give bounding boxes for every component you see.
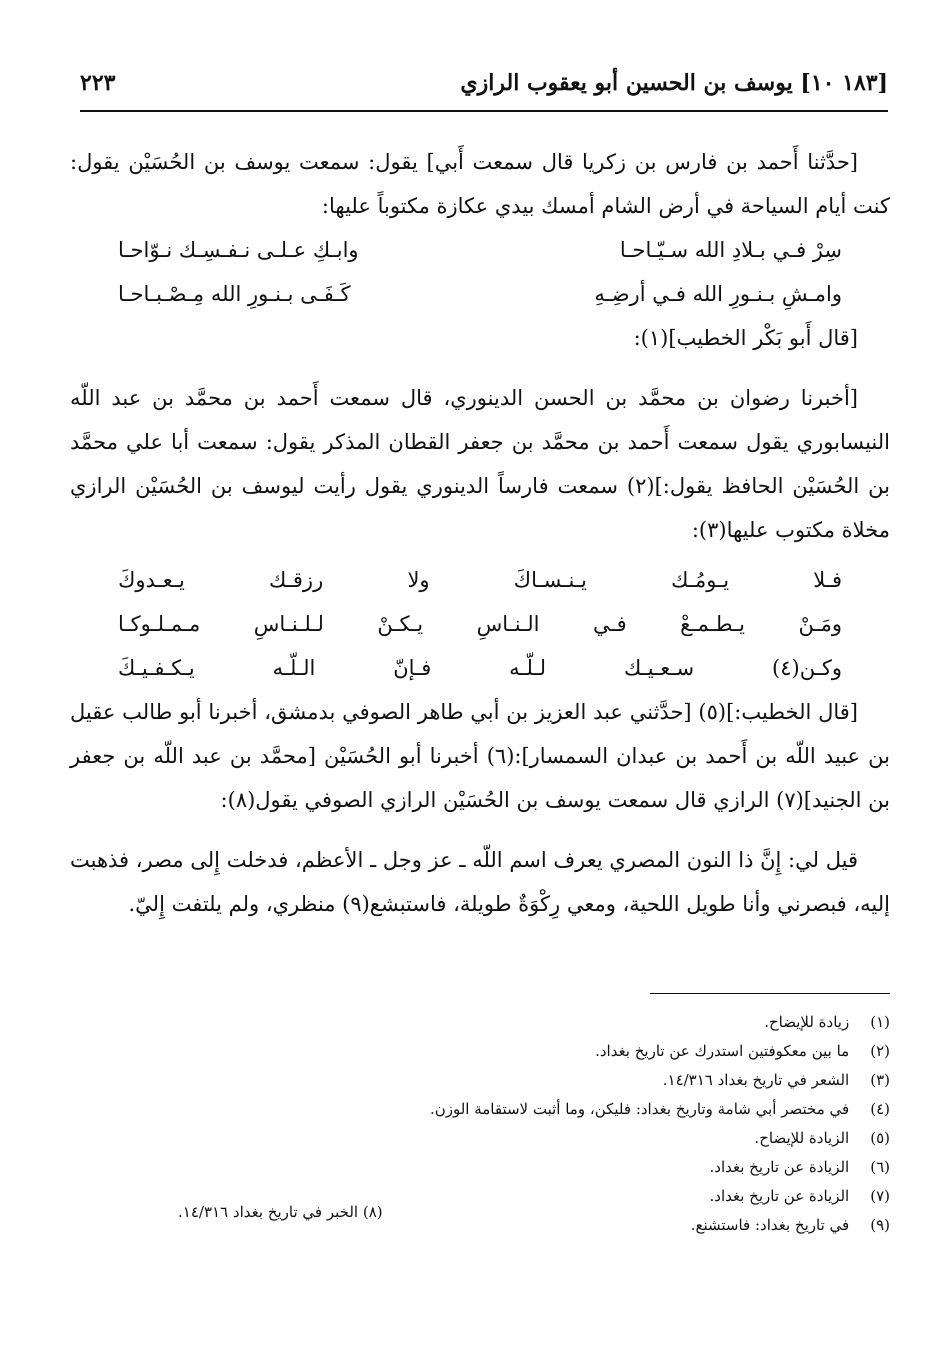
paragraph-1: [حدَّثنا أَحمد بن فارس بن زكريا قال سمعت أَبي] يقول: سمعت يوسف بن الحُسَيْن يقول: كنت أيام السياحة في أرض الشام أمسك بيدي عكازة مكتوباً عليها: <box>70 150 890 218</box>
page-number: ٢٢٣ <box>80 70 116 96</box>
footnote <box>70 1124 890 1153</box>
verse-hemistich: وابـكِ عـلـى نـفـسِـك نـوّاحـا <box>118 238 359 262</box>
page-header <box>80 70 888 112</box>
verse-line <box>70 602 890 646</box>
footnote-text: الزيادة للإيضاح. <box>754 1129 850 1147</box>
footnote-8 <box>178 1203 383 1221</box>
verse-word: الـلّـه <box>272 656 316 680</box>
verse-word: الـنـاسِ <box>476 612 540 636</box>
running-title: [١٨٣ ١٠] يوسف بن الحسين أبو يعقوب الرازي <box>460 70 888 96</box>
verse-word: سـعـيـك <box>623 656 695 680</box>
footnote-text: الزيادة عن تاريخ بغداد. <box>709 1187 850 1205</box>
paragraph-1-end: [قال أَبو بَكْر الخطيب](١): <box>633 326 858 350</box>
verse-word: يـومُـك <box>671 568 730 592</box>
paragraph-2: [أخبرنا رضوان بن محمَّد بن الحسن الدينوري، قال سمعت أَحمد بن محمَّد بن عبد اللّه النيسابوري يقول سمعت أَحمد بن محمَّد بن جعفر القطان المذكر يقول: سمعت أبا علي محمَّد بن الحُسَيْن الحافظ يقول:](٢) سمعت فارساً الدينوري يقول رأيت ليوسف بن الحُسَيْن الرازي مخلاة مكتوب عليها(٣): <box>70 386 890 542</box>
verse-word: ومَـنْ <box>798 612 842 636</box>
footnote-number: (٥) <box>870 1129 890 1147</box>
verse-hemistich: كَـفَـى بـنـورِ الله مِـصْـبـاحـا <box>118 282 351 306</box>
footnote-text: الزيادة عن تاريخ بغداد. <box>709 1158 850 1176</box>
verse-word: فـإنّ <box>393 656 432 680</box>
verse-hemistich: وامـشِ بـنـورِ الله فـي أرضِـهِ <box>594 282 842 306</box>
verse-word: فـي <box>592 612 627 636</box>
verse-word: يـطـمـعْ <box>680 612 745 636</box>
footnote-text: في مختصر أبي شامة وتاريخ بغداد: فليكن، وما أثبت لاستقامة الوزن. <box>429 1100 850 1118</box>
verse-line <box>70 646 890 690</box>
verse-word: يـكـفـيـكَ <box>118 656 195 680</box>
footnote-text: الخبر في تاريخ بغداد ١٤/٣١٦. <box>178 1203 359 1221</box>
footnote-number: (٧) <box>870 1187 890 1205</box>
verse-word: يـكـنْ <box>377 612 424 636</box>
footnote-number: (٦) <box>870 1158 890 1176</box>
footnote-text: زيادة للإيضاح. <box>764 1013 850 1031</box>
paragraph-3: [قال الخطيب:](٥) [حدَّثني عبد العزيز بن أبي طاهر الصوفي بدمشق، أخبرنا أبو طالب عقيل بن عبيد اللّه بن أَحمد بن عبدان السمسار]:(٦) أخبرنا أبو الحُسَيْن [محمَّد بن عبد اللّه بن جعفر بن الجنيد](٧) الرازي قال سمعت يوسف بن الحُسَيْن الرازي الصوفي يقول(٨): <box>70 700 890 812</box>
footnote-text: ما بين معكوفتين استدرك عن تاريخ بغداد. <box>595 1042 850 1060</box>
footnote-rule <box>650 993 890 994</box>
footnote-number: (٨) <box>362 1203 383 1221</box>
verse-line <box>70 272 890 316</box>
footnote <box>70 1066 890 1095</box>
footnote-number: (٣) <box>870 1071 890 1089</box>
verse-word: لـلّـه <box>509 656 547 680</box>
footnote <box>70 1095 890 1124</box>
verse-word: مـمـلـوكـا <box>118 612 201 636</box>
verse-hemistich: سِرْ فـي بـلادِ الله سـيّـاحـا <box>619 238 842 262</box>
verse-line <box>70 228 890 272</box>
footnote-number: (٩) <box>870 1216 890 1234</box>
verse-word: لـلـنـاسِ <box>253 612 324 636</box>
footnote-number: (٢) <box>870 1042 890 1060</box>
verse-word: فـلا <box>813 568 842 592</box>
verse-word: يـنـسـاكَ <box>513 568 587 592</box>
verse-word: رزقـك <box>269 568 324 592</box>
footnote-text: في تاريخ بغداد: فاستشنع. <box>690 1216 850 1234</box>
verse-word: ولا <box>407 568 430 592</box>
footnote-text: الشعر في تاريخ بغداد ١٤/٣١٦. <box>662 1071 850 1089</box>
verse-word: وكـن(٤) <box>772 656 842 680</box>
paragraph-4: قيل لي: إِنَّ ذا النون المصري يعرف اسم اللّه ـ عز وجل ـ الأعظم، فدخلت إِلى مصر، فذهبت إليه، فبصرني وأنا طويل اللحية، ومعي رِكْوَةٌ طويلة، فاستبشع(٩) منظري، ولم يلتفت إِليّ. <box>70 848 890 916</box>
header-rule <box>80 110 888 112</box>
verse-line <box>70 558 890 602</box>
footnote <box>70 1037 890 1066</box>
footnote <box>70 1153 890 1182</box>
footnote <box>70 1008 890 1037</box>
main-text <box>70 140 890 926</box>
verse-word: يـعـدوكَ <box>118 568 185 592</box>
footnote-number: (٤) <box>870 1100 890 1118</box>
footnote-number: (١) <box>870 1013 890 1031</box>
